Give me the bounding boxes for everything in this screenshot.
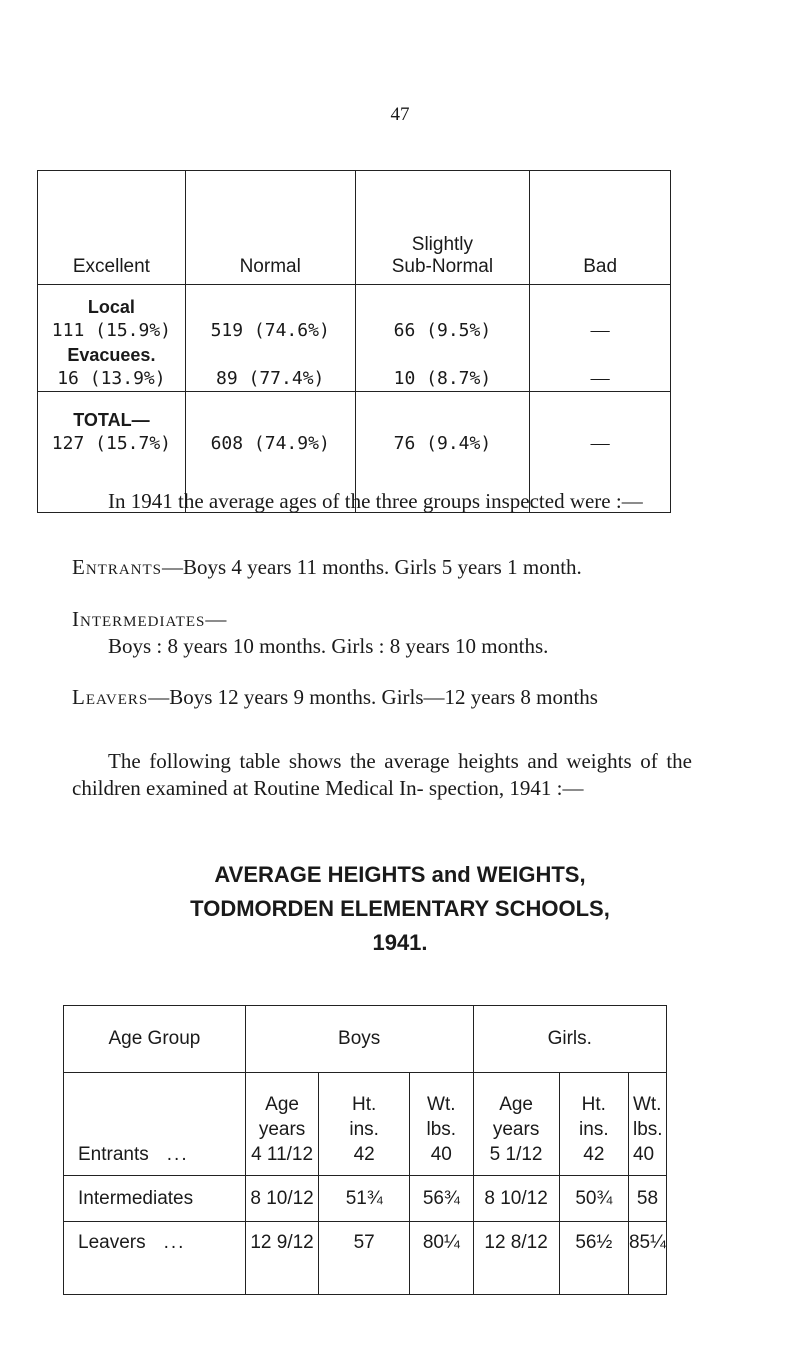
- table-title: AVERAGE HEIGHTS and WEIGHTS, TODMORDEN ELEMENTARY SCHOOLS, 1941.: [190, 862, 610, 955]
- page-number: 47: [390, 104, 410, 125]
- cell-subnormal-local: 66 (9.5%) 10 (8.7%): [355, 285, 530, 392]
- boys-wt-leavers: 80¼: [410, 1222, 473, 1295]
- girls-wt-entrants: Wt. lbs. 40: [628, 1073, 666, 1176]
- header-excellent: Excellent: [38, 171, 186, 285]
- cell-excellent-local: Local 111 (15.9%) Evacuees. 16 (13.9%): [38, 285, 186, 392]
- row-label-leavers: Leavers ...: [64, 1222, 246, 1295]
- boys-ht-leavers: 57: [319, 1222, 410, 1295]
- heights-weights-table: [63, 1005, 667, 1295]
- girls-ht-intermediates: 50¾: [559, 1176, 628, 1222]
- entrants-line: Entrants—Boys 4 years 11 months. Girls 5 years 1 month.: [72, 555, 582, 579]
- cell-subnormal-total: 76 (9.4%): [355, 392, 530, 513]
- leavers-line: Leavers—Boys 12 years 9 months. Girls—12 years 8 months: [72, 685, 598, 709]
- intermediates-line: Intermediates— Boys : 8 years 10 months. Girls : 8 years 10 months.: [72, 607, 549, 658]
- cell-bad-total: —: [530, 392, 671, 513]
- boys-age-intermediates: 8 10/12: [245, 1176, 318, 1222]
- table-intro-paragraph: The following table shows the average heights and weights of the children examined at Routine Medical In- spection, 1941 :—: [72, 749, 692, 800]
- row-label-intermediates: Intermediates: [64, 1176, 246, 1222]
- girls-age-entrants: Age years 5 1/12: [473, 1073, 559, 1176]
- row-label-entrants: Entrants ...: [64, 1073, 246, 1176]
- intro-paragraph: In 1941 the average ages of the three groups inspected were :—: [108, 489, 643, 513]
- cell-bad-local: — —: [530, 285, 671, 392]
- boys-ht-entrants: Ht. ins. 42: [319, 1073, 410, 1176]
- boys-wt-entrants: Wt. lbs. 40: [410, 1073, 473, 1176]
- header-age-group: Age Group: [64, 1006, 246, 1073]
- boys-ht-intermediates: 51¾: [319, 1176, 410, 1222]
- cell-excellent-total: TOTAL— 127 (15.7%): [38, 392, 186, 513]
- cell-normal-local: 519 (74.6%) 89 (77.4%): [185, 285, 355, 392]
- boys-age-entrants: Age years 4 11/12: [245, 1073, 318, 1176]
- girls-wt-leavers: 85¼: [628, 1222, 666, 1295]
- header-bad: Bad: [530, 171, 671, 285]
- boys-age-leavers: 12 9/12: [245, 1222, 318, 1295]
- header-subnormal: Slightly Sub-Normal: [355, 171, 530, 285]
- fitness-table: [37, 170, 671, 513]
- girls-ht-leavers: 56½: [559, 1222, 628, 1295]
- girls-age-leavers: 12 8/12: [473, 1222, 559, 1295]
- girls-ht-entrants: Ht. ins. 42: [559, 1073, 628, 1176]
- header-girls: Girls.: [473, 1006, 666, 1073]
- girls-wt-intermediates: 58: [628, 1176, 666, 1222]
- header-normal: Normal: [185, 171, 355, 285]
- header-boys: Boys: [245, 1006, 473, 1073]
- boys-wt-intermediates: 56¾: [410, 1176, 473, 1222]
- girls-age-intermediates: 8 10/12: [473, 1176, 559, 1222]
- cell-normal-total: 608 (74.9%): [185, 392, 355, 513]
